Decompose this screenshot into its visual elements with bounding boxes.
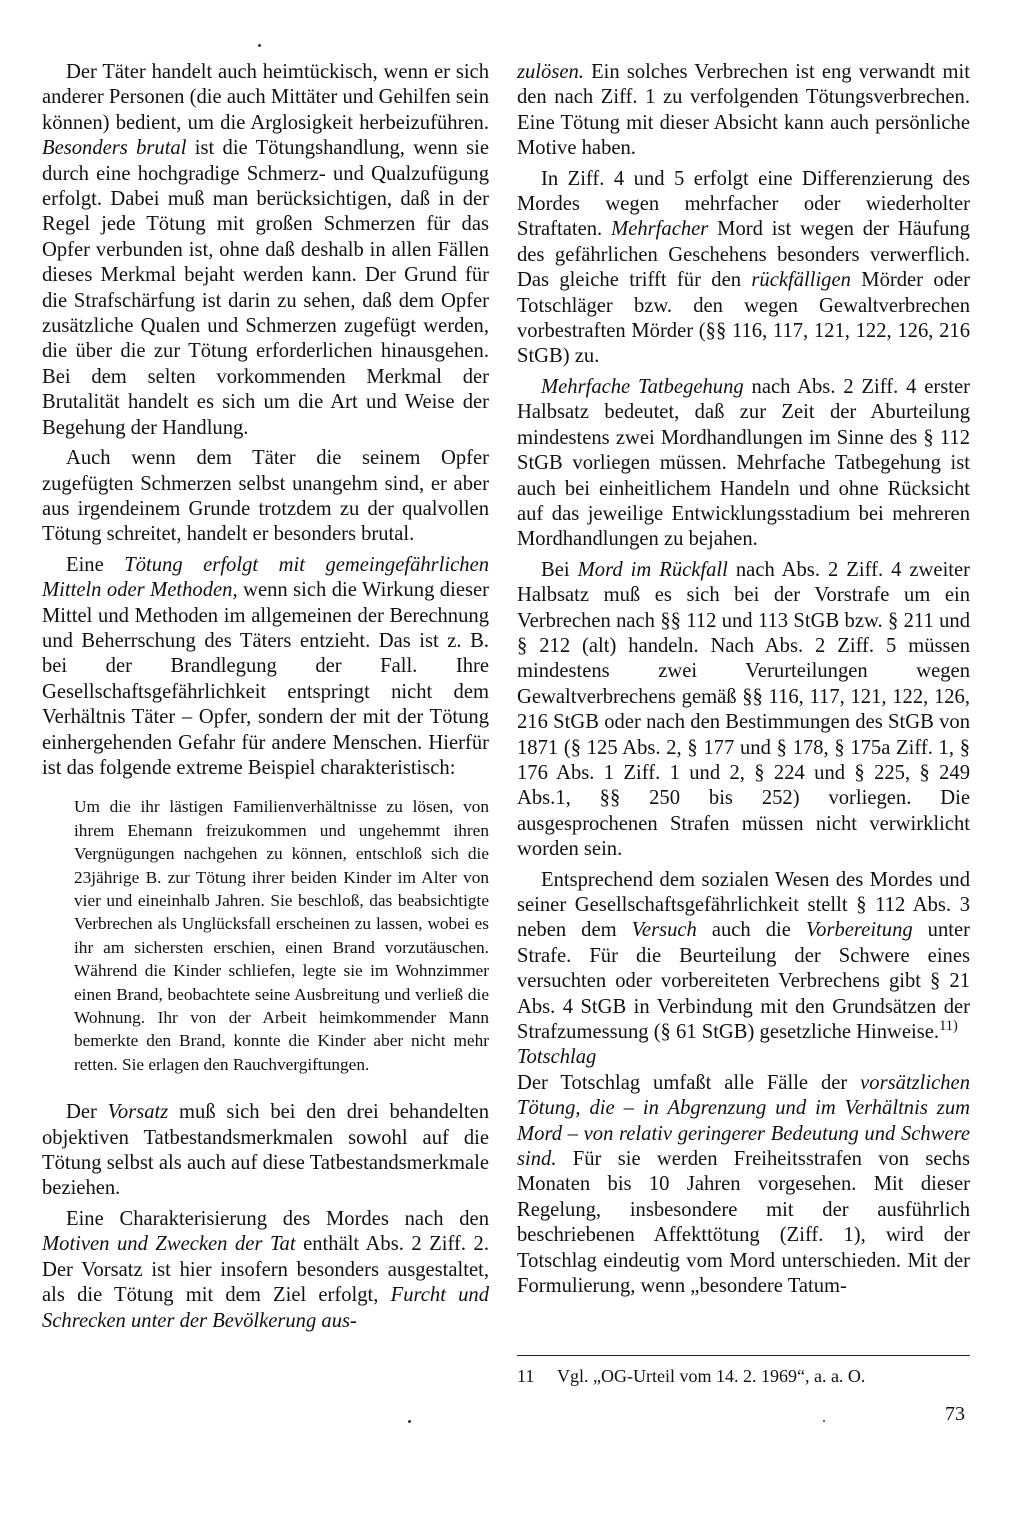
scan-speck [258, 44, 261, 47]
emphasis: Mehrfache Tatbegehung [541, 375, 744, 398]
paragraph: Entsprechend dem sozialen Wesen des Mordes und seiner Gesellschaftsgefährlichkeit stellt § 112 Abs. 3 neben dem Versuch auch die Vorbereitung unter Strafe. Für die Beurteilung der Schwere eines versuchten oder vorbereiteten Verbrechens gibt § 21 Abs. 4 StGB in Verbindung mit den Grundsätzen der Strafzumessung (§ 61 StGB) gesetzliche Hinweise.$^{11)}$ [517, 868, 970, 1044]
footnote-rule [517, 1355, 970, 1356]
emphasis: Mord im Rückfall [577, 558, 728, 581]
scan-speck [823, 1420, 825, 1422]
paragraph: Mehrfache Tatbegehung nach Abs. 2 Ziff. 4 erster Halbsatz bedeutet, daß zur Zeit der Aburteilung mindestens zwei Mordhandlungen im Sinne des § 112 StGB vorliegen müssen. Mehrfache Tatbegehung ist auch bei einheitlichem Handeln und ohne Rücksicht auf das jeweilige Entwicklungsstadium bei mehreren Mordhandlungen zu bejahen. [517, 375, 970, 551]
emphasis: Versuch [631, 919, 697, 942]
emphasis: Motiven und Zwecken der Tat [42, 1233, 296, 1256]
emphasis: vorsätzlichen Tötung, die – in Abgrenzung und im Verhältnis zum Mord – von relativ geringerer Bedeutung und Schwere sind. [517, 1071, 970, 1171]
paragraph: Der Vorsatz muß sich bei den drei behandelten objektiven Tatbestandsmerkmalen sowohl auf die Tötung selbst als auch auf diese Tatbestandsmerkmale beziehen. [42, 1101, 489, 1200]
page-number: 73 [945, 1403, 965, 1425]
paragraph: Eine Tötung erfolgt mit gemeingefährlichen Mitteln oder Methoden, wenn sich die Wirkung dieser Mittel und Methoden im allgemeinen der Berechnung und Beherrschung des Täters entzieht. Das ist z. B. bei der Brandlegung der Fall. Ihre Gesellschaftsgefährlichkeit entspringt nicht dem Verhältnis Täter – Opfer, sondern der mit der Tötung einhergehenden Gefahr für andere Menschen. Hierfür ist das folgende extreme Beispiel charakteristisch: [42, 553, 490, 779]
footnote-text: Vgl. „OG-Urteil vom 14. 2. 1969“, a. a. O. [557, 1366, 866, 1386]
emphasis: Besonders brutal [42, 137, 187, 160]
footnote-number: 11 [517, 1366, 535, 1386]
footnote-reference: 11) [939, 1018, 958, 1035]
paragraph: Eine Charakterisierung des Mordes nach den Motiven und Zwecken der Tat enthält Abs. 2 Ziff. 2. Der Vorsatz ist hier insofern besonders ausgestaltet, als die Tötung mit dem Ziel erfolgt, Furcht und Schrecken unter der Bevölkerung aus- [42, 1207, 489, 1332]
example-quote: Um die ihr lästigen Familienverhältnisse zu lösen, von ihrem Ehemann freizukommen und ungehemmt ihren Vergnügungen nachgehen zu können, entschloß sich die 23jährige B. zur Tötung ihrer beiden Kinder im Alter von vier und eineinhalb Jahren. Sie beschloß, das beabsichtigte Verbrechen als Unglücksfall erscheinen zu lassen, wobei es ihr am sichersten erschien, einen Brand vorzutäuschen. Während die Kinder schliefen, legte sie im Wohnzimmer einen Brand, beobachtete seine Ausbreitung und verließ die Wohnung. Ihr von der Arbeit heimkommender Mann bemerkte den Brand, konnte die Kinder aber nicht mehr retten. Sie erlagen den Rauchvergiftungen. [74, 797, 489, 1074]
emphasis: rückfälligen [751, 269, 851, 292]
paragraph: Der Totschlag umfaßt alle Fälle der vorsätzlichen Tötung, die – in Abgrenzung und im Verhältnis zum Mord – von relativ geringerer Bedeutung und Schwere sind. Für sie werden Freiheitsstrafen von sechs Monaten bis 10 Jahren vorgesehen. Mit dieser Regelung, insbesondere mit der ausführlich beschriebenen Affekttötung (Ziff. 1), wird der Totschlag eindeutig vom Mord unterschieden. Mit der Formulierung, wenn „besondere Tatum- [517, 1071, 970, 1298]
scan-speck [408, 1420, 411, 1423]
emphasis: zulösen. [517, 61, 584, 83]
paragraph: Auch wenn dem Täter die seinem Opfer zugefügten Schmerzen selbst unangehm sind, er aber aus irgendeinem Grunde trotzdem zu der qualvollen Tötung schreitet, handelt er besonders brutal. [42, 447, 489, 546]
left-column [42, 60, 489, 1334]
right-column [517, 60, 970, 1300]
section-heading: Totschlag [517, 1046, 597, 1069]
paragraph: Der Täter handelt auch heimtückisch, wenn er sich anderer Personen (die auch Mittäter und Gehilfen sein können) bedient, um die Arglosigkeit herbeizuführen. Besonders brutal ist die Tötungshandlung, wenn sie durch eine hochgradige Schmerz- und Qualzufügung erfolgt. Dabei muß man berücksichtigen, daß in der Regel jede Tötung mit großen Schmerzen für das Opfer verbunden ist, ohne daß deshalb in allen Fällen dieses Merkmal bejaht werden kann. Der Grund für die Strafschärfung ist darin zu sehen, daß dem Opfer zusätzliche Qualen und Schmerzen zugefügt werden, die über die zur Tötung erforderlichen hinausgehen. Bei dem selten vorkommenden Merkmal der Brutalität handelt es sich um die Art und Weise der Begehung der Handlung. [42, 61, 489, 439]
paragraph: In Ziff. 4 und 5 erfolgt eine Differenzierung des Mordes wegen mehrfacher oder wiederholter Straftaten. Mehrfacher Mord ist wegen der Häufung des gefährlichen Geschehens besonders verwerflich. Das gleiche trifft für den rückfälligen Mörder oder Totschläger bzw. den wegen Gewaltverbrechen vorbestraften Mörder (§§ 116, 117, 121, 122, 126, 216 StGB) zu. [517, 167, 970, 368]
footnote-area [517, 1355, 970, 1388]
emphasis: Tötung erfolgt mit gemeingefährlichen Mitteln oder Methoden, [42, 553, 490, 602]
emphasis: Vorsatz [107, 1101, 169, 1124]
emphasis: Vorbereitung [805, 919, 913, 942]
emphasis: Furcht und Schrecken unter der Bevölkerung aus- [42, 1284, 489, 1332]
paragraph: Bei Mord im Rückfall nach Abs. 2 Ziff. 4 zweiter Halbsatz muß es sich bei der Vorstrafe um ein Verbrechen nach §§ 112 und 113 StGB bzw. § 211 und § 212 (alt) handeln. Nach Abs. 2 Ziff. 5 müssen mindestens zwei Verurteilungen wegen Gewaltverbrechens gemäß §§ 116, 117, 121, 122, 126, 216 StGB oder nach den Bestimmungen des StGB von 1871 (§ 125 Abs. 2, § 177 und § 178, § 175a Ziff. 1, § 176 Abs. 1 Ziff. 1 und 2, § 224 und § 225, § 249 Abs.1, §§ 250 bis 252) vorliegen. Die ausgesprochenen Strafen müssen nicht verwirklicht worden sein. [517, 558, 971, 861]
footnote [517, 1364, 970, 1388]
emphasis: Mehrfacher [611, 218, 709, 241]
paragraph: zulösen. Ein solches Verbrechen ist eng verwandt mit den nach Ziff. 1 zu verfolgenden Tötungsverbrechen. Eine Tötung mit dieser Absicht kann auch persönliche Motive haben. [517, 61, 970, 160]
